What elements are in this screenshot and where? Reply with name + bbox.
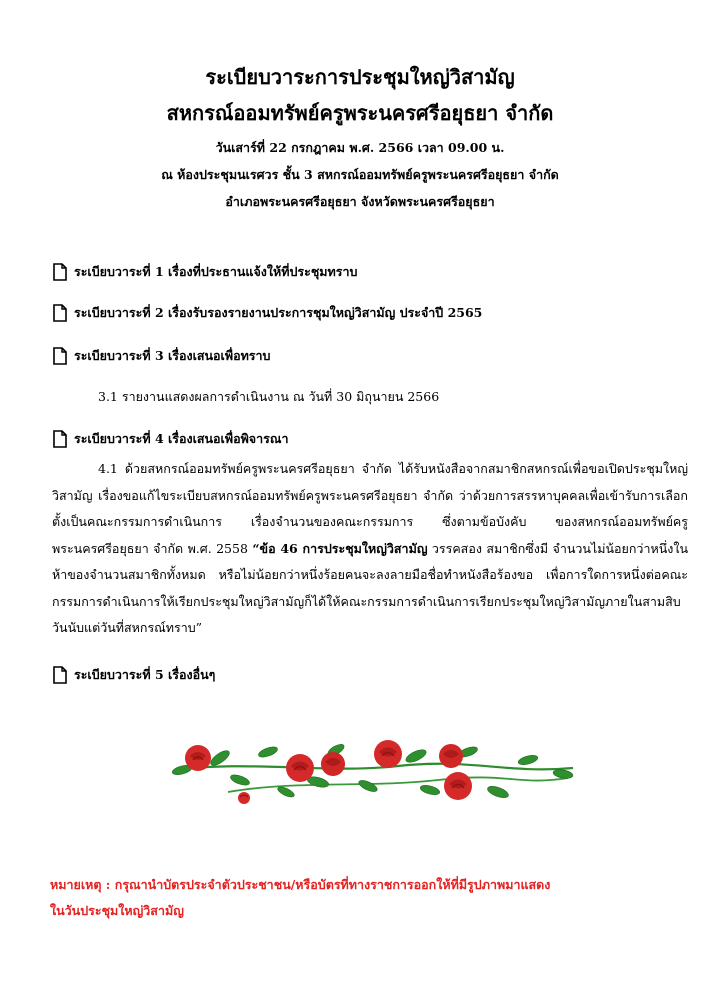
title-line-2: สหกรณ์ออมทรัพย์ครูพระนครศรีอยุธยา จำกัด — [166, 101, 554, 125]
document-icon — [52, 666, 68, 684]
remark-line-1: หมายเหตุ : กรุณานำบัตรประจำตัวประชาชน/หรือบัตรที่ทางราชการออกให้ที่มีรูปภาพมาแสดง — [50, 877, 551, 892]
document-icon — [52, 347, 68, 365]
document-icon — [52, 304, 68, 322]
roses-garland-image — [168, 730, 580, 810]
agenda-item-3-1: 3.1 รายงานแสดงผลการดำเนินงาน ณ วันที่ 30 มิถุนายน 2566 — [98, 389, 440, 404]
agenda-item-4-1-paragraph — [52, 456, 688, 642]
agenda-item-3-label: ระเบียบวาระที่ 3 เรื่องเสนอเพื่อทราบ — [74, 348, 271, 363]
agenda-item-4-label: ระเบียบวาระที่ 4 เรื่องเสนอเพื่อพิจารณา — [74, 431, 289, 446]
paragraph-text-before: 4.1 ด้วยสหกรณ์ออมทรัพย์ครูพระนครศรีอยุธยา จำกัด ได้รับหนังสือจากสมาชิกสหกรณ์เพื่อขอเปิดประชุมใหญ่วิสามัญ เรื่องขอแก้ไขระเบียบสหกรณ์ออมทรัพย์ครูพระนครศรีอยุธยา จำกัด ว่าด้วยการสรรหาบุคคลเพื่อเข้ารับการเลือกตั้งเป็นคณะกรรมการดำเนินการ เรื่องจำนวนของคณะกรรมการ ซึ่งตามข้อบังคับ ของสหกรณ์ออมทรัพย์ครูพระนครศรีอยุธยา จำกัด พ.ศ. 2558 — [52, 461, 688, 556]
document-header — [0, 62, 720, 215]
remark-note — [50, 872, 550, 924]
document-icon — [52, 430, 68, 448]
agenda-item-1-label: ระเบียบวาระที่ 1 เรื่องที่ประธานแจ้งให้ที่ประชุมทราบ — [74, 264, 358, 279]
meeting-date: วันเสาร์ที่ 22 กรกฎาคม พ.ศ. 2566 เวลา 09.00 น. — [215, 140, 505, 155]
agenda-item-5-label: ระเบียบวาระที่ 5 เรื่องอื่นๆ — [74, 667, 216, 682]
paragraph-bold-clause: “ข้อ 46 การประชุมใหญ่วิสามัญ — [252, 540, 428, 556]
agenda-item-5 — [52, 666, 215, 684]
agenda-item-2-label: ระเบียบวาระที่ 2 เรื่องรับรองรายงานประการชุมใหญ่วิสามัญ ประจำปี 2565 — [74, 305, 483, 320]
meeting-venue: ณ ห้องประชุมนเรศวร ชั้น 3 สหกรณ์ออมทรัพย์ครูพระนครศรีอยุธยา จำกัด — [161, 167, 559, 182]
remark-line-2: ในวันประชุมใหญ่วิสามัญ — [50, 903, 184, 918]
document-icon — [52, 263, 68, 281]
agenda-item-1 — [52, 263, 357, 281]
paragraph-text-after: วรรคสอง สมาชิกซึ่งมี จำนวนไม่น้อยกว่าหนึ่งในห้าของจำนวนสมาชิกทั้งหมด หรือไม่น้อยกว่าหนึ่งร้อยคนจะลงลายมือชื่อทำหนังสือร้องขอ เพื่อการใดการหนึ่งต่อคณะกรรมการดำเนินการให้เรียกประชุมใหญ่วิสามัญก็ได้ให้คณะกรรมการดำเนินการเรียกประชุมใหญ่วิสามัญภายในสามสิบวันนับแต่วันที่สหกรณ์ทราบ” — [52, 540, 688, 635]
agenda-item-4 — [52, 430, 288, 448]
title-line-1: ระเบียบวาระการประชุมใหญ่วิสามัญ — [205, 65, 515, 89]
meeting-district: อำเภอพระนครศรีอยุธยา จังหวัดพระนครศรีอยุธยา — [225, 194, 495, 209]
agenda-item-3 — [52, 347, 270, 365]
agenda-item-2 — [52, 304, 482, 322]
